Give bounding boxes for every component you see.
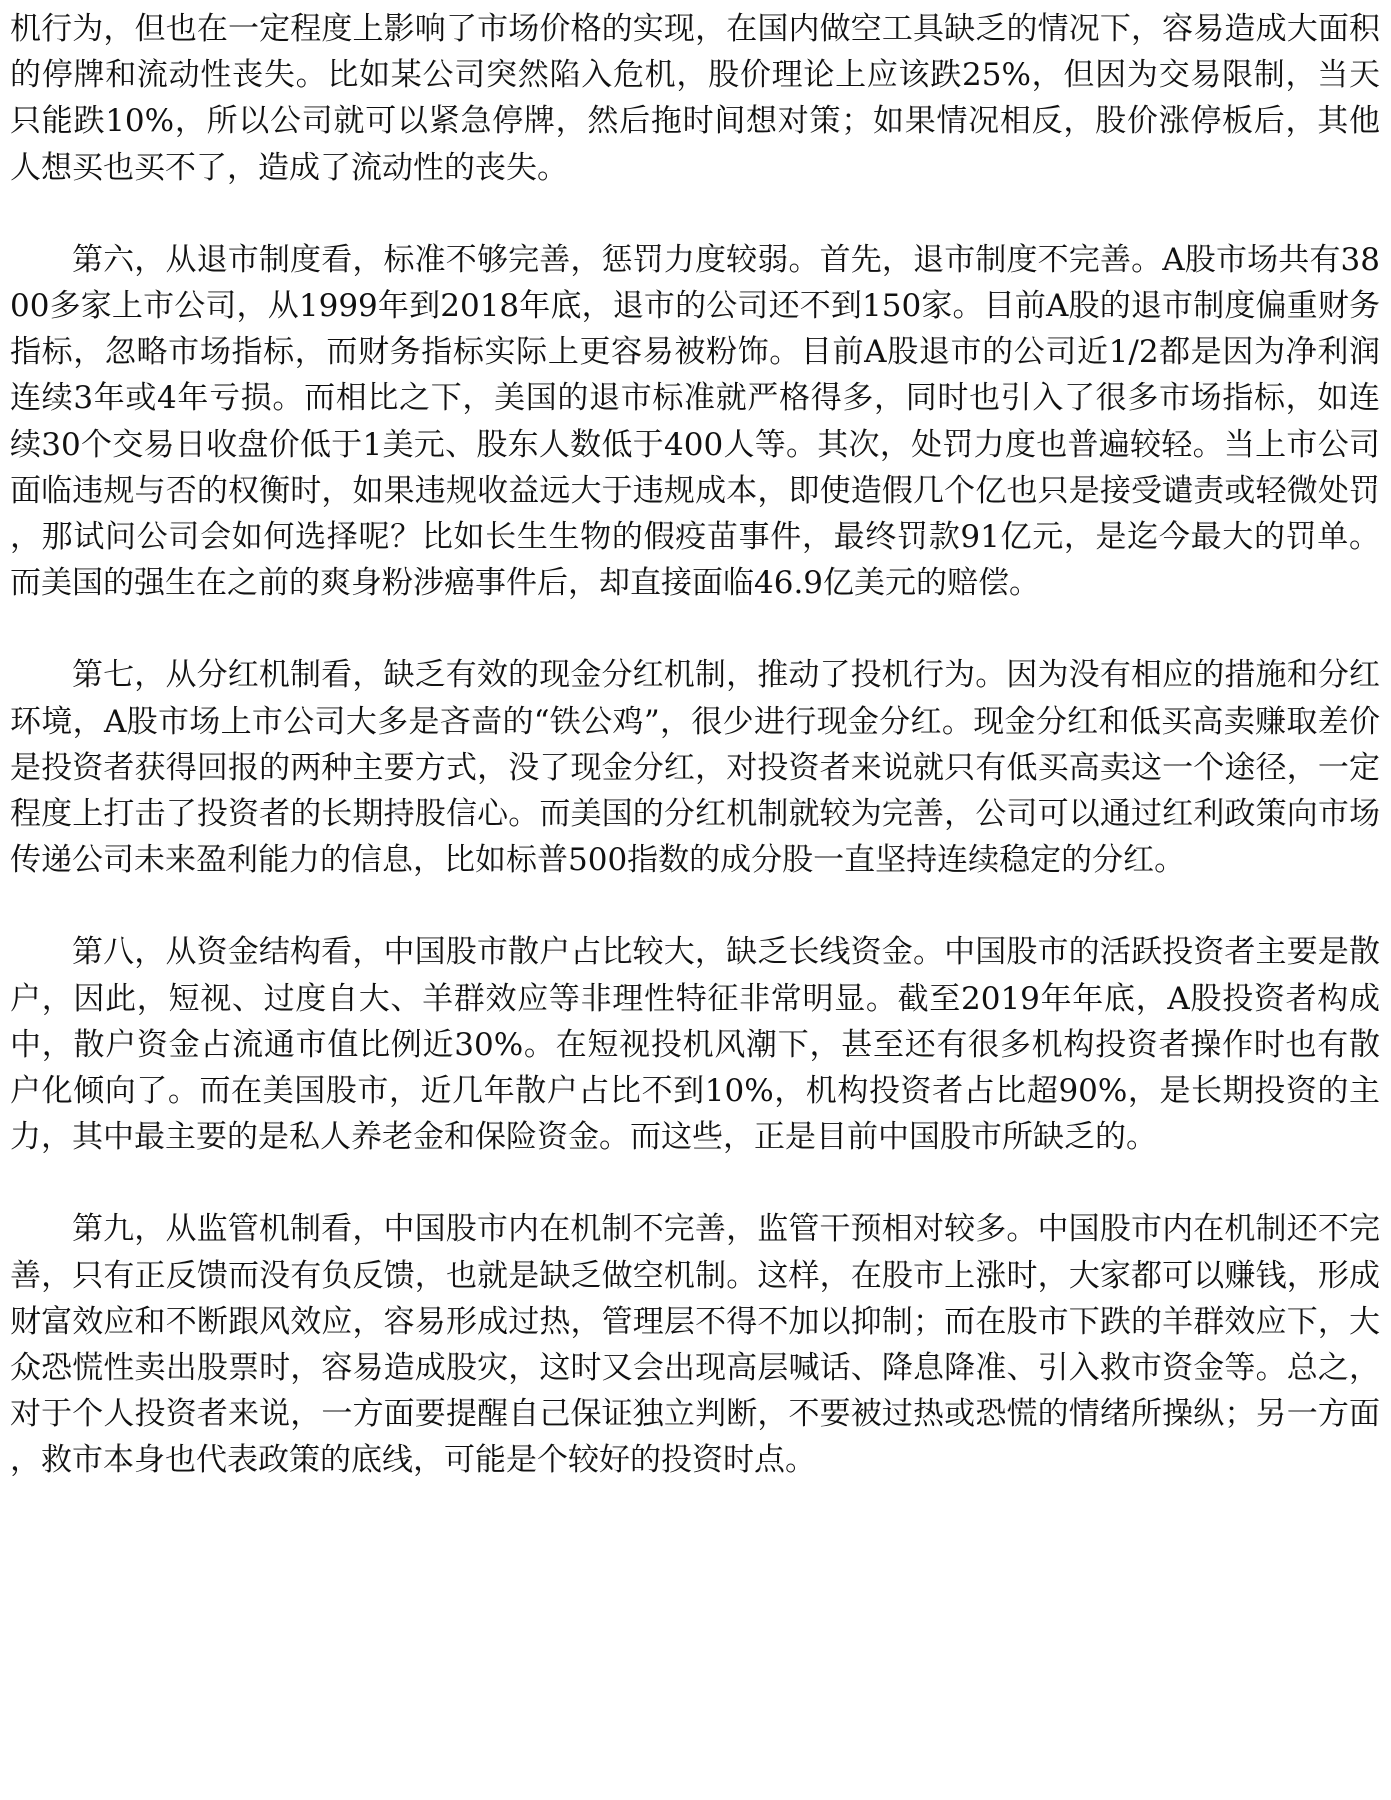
paragraph-sixth-delisting: 第六，从退市制度看，标准不够完善，惩罚力度较弱。首先，退市制度不完善。A股市场共有3800多家上市公司，从1999年到2018年底，退市的公司还不到150家。目前A股的退市制度偏重财务指标，忽略市场指标，而财务指标实际上更容易被粉饰。目前A股退市的公司近1/2都是因为净利润连续3年或4年亏损。而相比之下，美国的退市标准就严格得多，同时也引入了很多市场指标，如连续30个交易日收盘价低于1美元、股东人数低于400人等。其次，处罚力度也普遍较轻。当上市公司面临违规与否的权衡时，如果违规收益远大于违规成本，即使造假几个亿也只是接受谴责或轻微处罚，那试问公司会如何选择呢？比如长生生物的假疫苗事件，最终罚款91亿元，是迄今最大的罚单。而美国的强生在之前的爽身粉涉癌事件后，却直接面临46.9亿美元的赔偿。 — [10, 241, 1380, 602]
paragraph-eighth-capital-structure: 第八，从资金结构看，中国股市散户占比较大，缺乏长线资金。中国股市的活跃投资者主要是散户，因此，短视、过度自大、羊群效应等非理性特征非常明显。截至2019年年底，A股投资者构成中，散户资金占流通市值比例近30%。在短视投机风潮下，甚至还有很多机构投资者操作时也有散户化倾向了。而在美国股市，近几年散户占比不到10%，机构投资者占比超90%，是长期投资的主力，其中最主要的是私人养老金和保险资金。而这些，正是目前中国股市所缺乏的。 — [10, 934, 1380, 1156]
paragraph-ninth-regulation: 第九，从监管机制看，中国股市内在机制不完善，监管干预相对较多。中国股市内在机制还不完善，只有正反馈而没有负反馈，也就是缺乏做空机制。这样，在股市上涨时，大家都可以赚钱，形成财富效应和不断跟风效应，容易形成过热，管理层不得不加以抑制；而在股市下跌的羊群效应下，大众恐慌性卖出股票时，容易造成股灾，这时又会出现高层喊话、降息降准、引入救市资金等。总之，对于个人投资者来说，一方面要提醒自己保证独立判断，不要被过热或恐慌的情绪所操纵；另一方面，救市本身也代表政策的底线，可能是个较好的投资时点。 — [10, 1211, 1380, 1479]
paragraph-continuation: 机行为，但也在一定程度上影响了市场价格的实现，在国内做空工具缺乏的情况下，容易造成大面积的停牌和流动性丧失。比如某公司突然陷入危机，股价理论上应该跌25%，但因为交易限制，当天只能跌10%，所以公司就可以紧急停牌，然后拖时间想对策；如果情况相反，股价涨停板后，其他人想买也买不了，造成了流动性的丧失。 — [10, 11, 1380, 186]
paragraph-seventh-dividend: 第七，从分红机制看，缺乏有效的现金分红机制，推动了投机行为。因为没有相应的措施和分红环境，A股市场上市公司大多是吝啬的“铁公鸡”，很少进行现金分红。现金分红和低买高卖赚取差价是投资者获得回报的两种主要方式，没了现金分红，对投资者来说就只有低买高卖这一个途径，一定程度上打击了投资者的长期持股信心。而美国的分红机制就较为完善，公司可以通过红利政策向市场传递公司未来盈利能力的信息，比如标普500指数的成分股一直坚持连续稳定的分红。 — [10, 657, 1380, 879]
document-page — [10, 6, 1380, 1484]
